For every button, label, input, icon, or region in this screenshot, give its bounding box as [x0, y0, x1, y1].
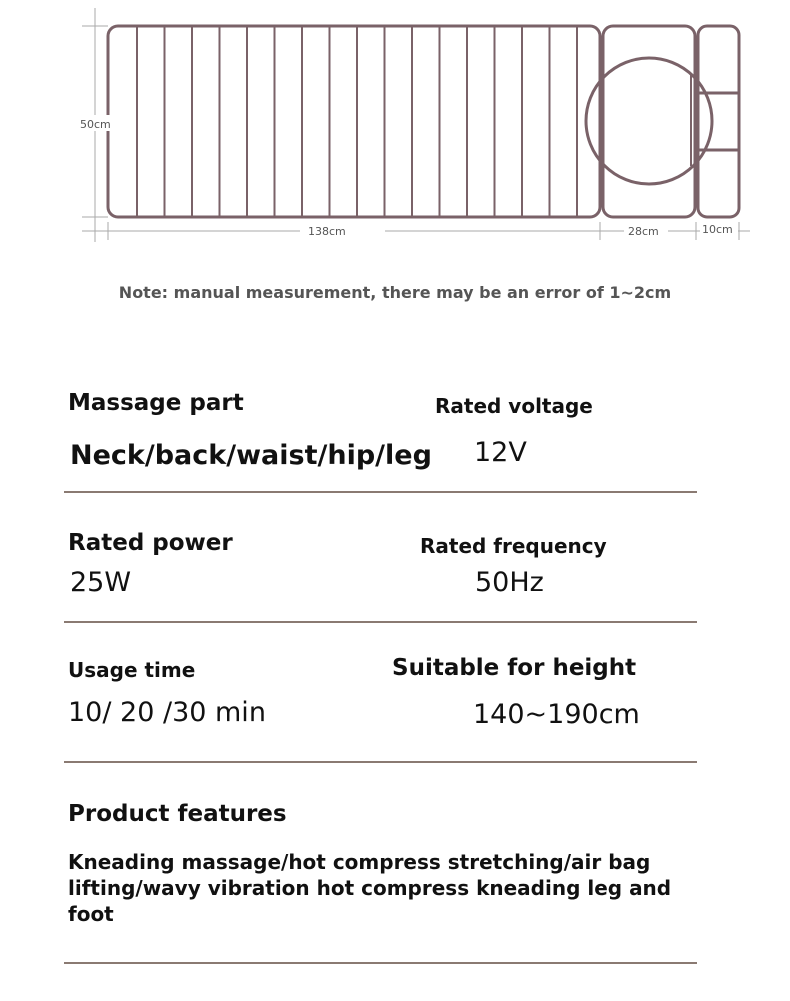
mattress-main-section [108, 26, 600, 217]
suitable-height-label: Suitable for height [392, 655, 637, 681]
rated-frequency-label: Rated frequency [420, 534, 607, 558]
product-features-text: Kneading massage/hot compress stretching/air bag lifting/wavy vibration hot compress kneading leg and foot [68, 850, 672, 926]
rated-voltage-value: 12V [474, 437, 527, 468]
main-length-dimension-label: 138cm [308, 225, 346, 238]
dimension-guides [82, 8, 750, 242]
mattress-middle-section [586, 26, 712, 217]
mattress-dimension-diagram [0, 0, 790, 260]
end-length-dimension-label: 10cm [702, 223, 733, 236]
massage-part-value: Neck/back/waist/hip/leg [70, 440, 432, 471]
rated-power-label: Rated power [68, 530, 233, 556]
massage-part-label: Massage part [68, 390, 244, 416]
divider-line [64, 761, 697, 763]
height-dimension-label: 50cm [80, 118, 111, 131]
product-features-title: Product features [68, 801, 287, 827]
divider-line [64, 621, 697, 623]
divider-line [64, 491, 697, 493]
divider-line [64, 962, 697, 964]
rated-power-value: 25W [70, 567, 132, 598]
measurement-note: Note: manual measurement, there may be an error of 1~2cm [118, 283, 672, 302]
mattress-end-section [698, 26, 739, 217]
usage-time-value: 10/ 20 /30 min [68, 697, 266, 728]
rated-voltage-label: Rated voltage [435, 394, 593, 418]
rated-frequency-value: 50Hz [475, 567, 544, 598]
middle-length-dimension-label: 28cm [628, 225, 659, 238]
usage-time-label: Usage time [68, 658, 196, 682]
suitable-height-value: 140~190cm [473, 699, 640, 730]
